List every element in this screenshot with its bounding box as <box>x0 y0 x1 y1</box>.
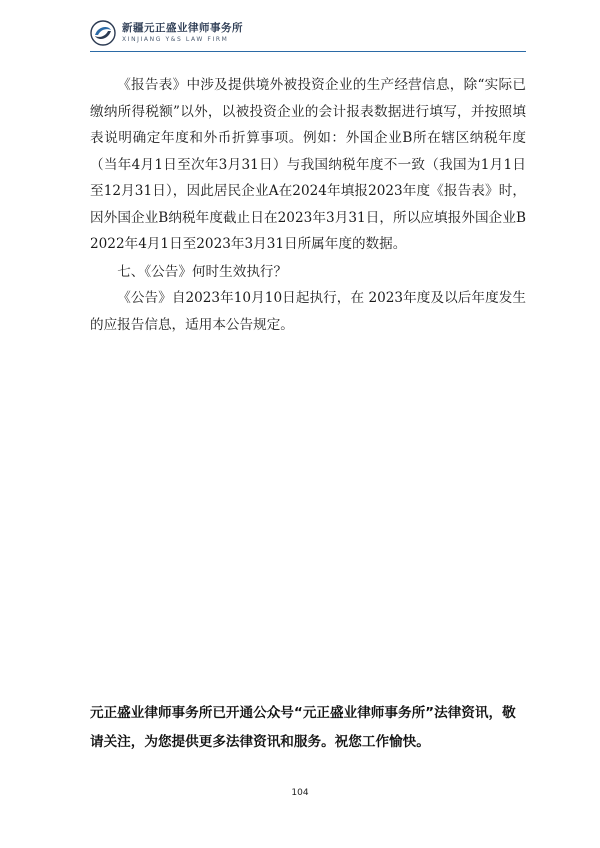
firm-name-en: XINJIANG Y&S LAW FIRM <box>122 35 229 43</box>
paragraph-effective-date: 《公告》自2023年10月10日起执行，在 2023年度及以后年度发生的应报告信息，适用本公告规定。 <box>90 290 526 333</box>
page-number: 104 <box>291 788 309 798</box>
firm-logo-text <box>122 23 243 43</box>
paragraph-report-form: 《报告表》中涉及提供境外被投资企业的生产经营信息，除“实际已缴纳所得税额”以外，以被投资企业的会计报表数据进行填写，并按照填表说明确定年度和外币折算事项。例如：外国企业B所在辖区纳税年度（当年4月1日至次年3月31日）与我国纳税年度不一致（我国为1月1日至12月31日），因此居民企业A在2024年填报2023年度《报告表》时，因外国企业B纳税年度截止日在2023年3月31日，所以应填报外国企业B 2022年4月1日至2023年3月31日所属年度的数据。 <box>90 77 526 252</box>
firm-name-cn: 新疆元正盛业律师事务所 <box>122 22 243 35</box>
header-divider <box>90 51 526 52</box>
document-body <box>90 72 526 338</box>
firm-emblem-icon <box>90 20 116 46</box>
firm-notice: 元正盛业律师事务所已开通公众号“元正盛业律师事务所”法律资讯，敬请关注，为您提供更多法律资讯和服务。祝您工作愉快。 <box>90 705 516 750</box>
page-header <box>90 20 243 46</box>
section-heading-7: 七、《公告》何时生效执行？ <box>117 263 288 280</box>
